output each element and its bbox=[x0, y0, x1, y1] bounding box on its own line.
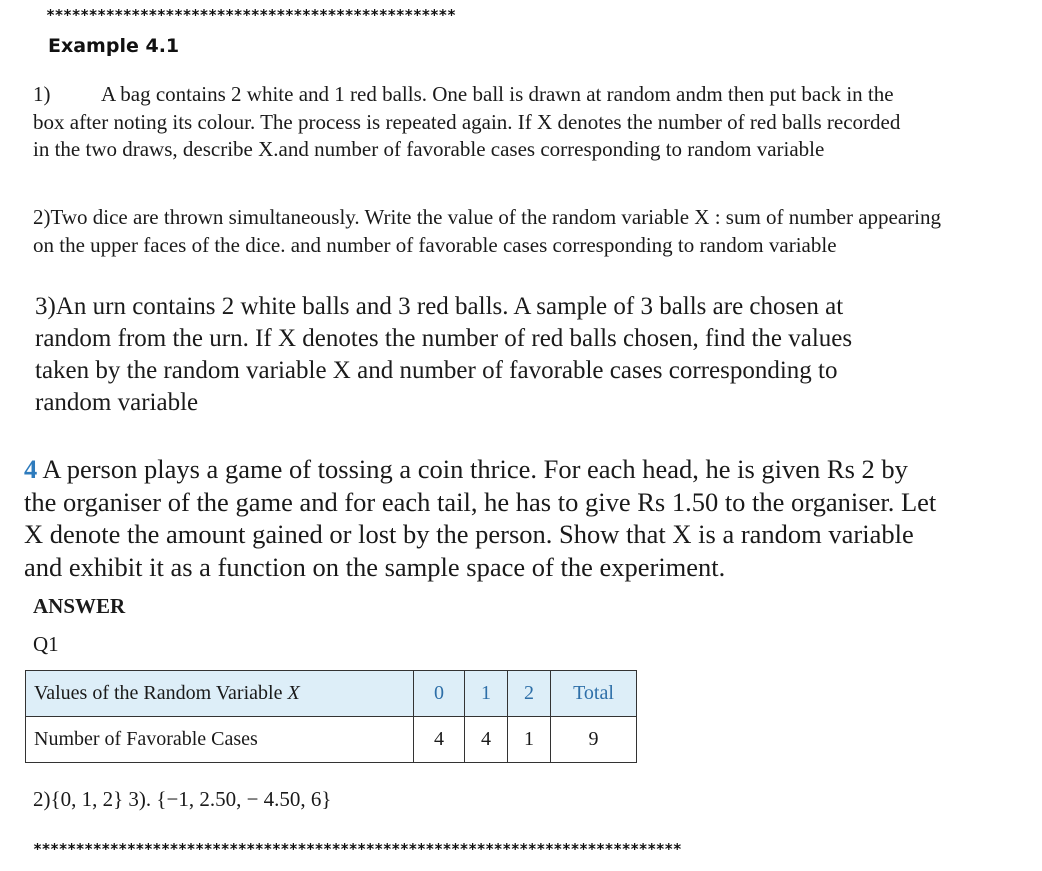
table-header-row bbox=[26, 671, 637, 717]
question-3 bbox=[35, 291, 852, 419]
question-3-line-2: random from the urn. If X denotes the number of red balls chosen, find the values bbox=[35, 325, 853, 352]
question-1 bbox=[33, 81, 900, 164]
question-4-line-2: the organiser of the game and for each tail, he has to give Rs 1.50 to the organiser. Let bbox=[24, 486, 937, 517]
q1-answer-label: Q1 bbox=[33, 632, 59, 656]
table-header-variable: X bbox=[287, 682, 300, 704]
question-3-line-3: taken by the random variable X and number of favorable cases corresponding to bbox=[35, 357, 838, 384]
table-row-label: Number of Favorable Cases bbox=[26, 717, 414, 763]
answer-label: ANSWER bbox=[33, 594, 126, 618]
question-2 bbox=[33, 203, 941, 259]
table-value-cell: 1 bbox=[465, 671, 508, 717]
question-1-text: A bag contains 2 white and 1 red balls. One ball is drawn at random andm then put back in the bbox=[101, 82, 894, 106]
table-cases-row bbox=[26, 717, 637, 763]
question-3-line-1: 3)An urn contains 2 white balls and 3 red balls. A sample of 3 balls are chosen at bbox=[35, 293, 844, 320]
question-4-line-1 bbox=[24, 453, 936, 486]
question-3-line-4: random variable bbox=[35, 389, 199, 416]
question-1-line-2: box after noting its colour. The process is repeated again. If X denotes the number of red balls recorded bbox=[33, 109, 901, 134]
separator-stars-bottom: **************************************************************************** bbox=[33, 840, 682, 858]
question-4-text: A person plays a game of tossing a coin thrice. For each head, he is given Rs 2 by bbox=[42, 454, 908, 484]
table-value-cell: 0 bbox=[414, 671, 465, 717]
question-1-number: 1) bbox=[33, 82, 51, 106]
question-4-line-4: and exhibit it as a function on the sample space of the experiment. bbox=[24, 551, 726, 582]
question-4-line-3: X denote the amount gained or lost by the person. Show that X is a random variable bbox=[24, 519, 914, 549]
question-1-line-1 bbox=[33, 81, 900, 109]
question-1-line-3: in the two draws, describe X.and number of favorable cases corresponding to random variable bbox=[33, 137, 825, 161]
table-case-cell: 1 bbox=[508, 717, 551, 763]
answers-2-3: 2){0, 1, 2} 3). {−1, 2.50, − 4.50, 6} bbox=[33, 787, 332, 811]
question-4 bbox=[24, 453, 936, 583]
table-value-cell: 2 bbox=[508, 671, 551, 717]
question-4-number: 4 bbox=[24, 454, 38, 484]
separator-stars-top: ************************************************ bbox=[46, 6, 456, 24]
table-case-total-cell: 9 bbox=[551, 717, 637, 763]
question-2-line-2: on the upper faces of the dice. and number of favorable cases corresponding to random variable bbox=[33, 233, 837, 257]
example-heading: Example 4.1 bbox=[48, 35, 180, 57]
table-header-label-text: Values of the Random Variable bbox=[34, 682, 283, 704]
question-2-line-1: 2)Two dice are thrown simultaneously. Write the value of the random variable X : sum of number appearing bbox=[33, 205, 941, 229]
table-header-label bbox=[26, 671, 414, 717]
table-case-cell: 4 bbox=[414, 717, 465, 763]
table-value-total-cell: Total bbox=[551, 671, 637, 717]
random-variable-table bbox=[25, 670, 637, 763]
table-case-cell: 4 bbox=[465, 717, 508, 763]
